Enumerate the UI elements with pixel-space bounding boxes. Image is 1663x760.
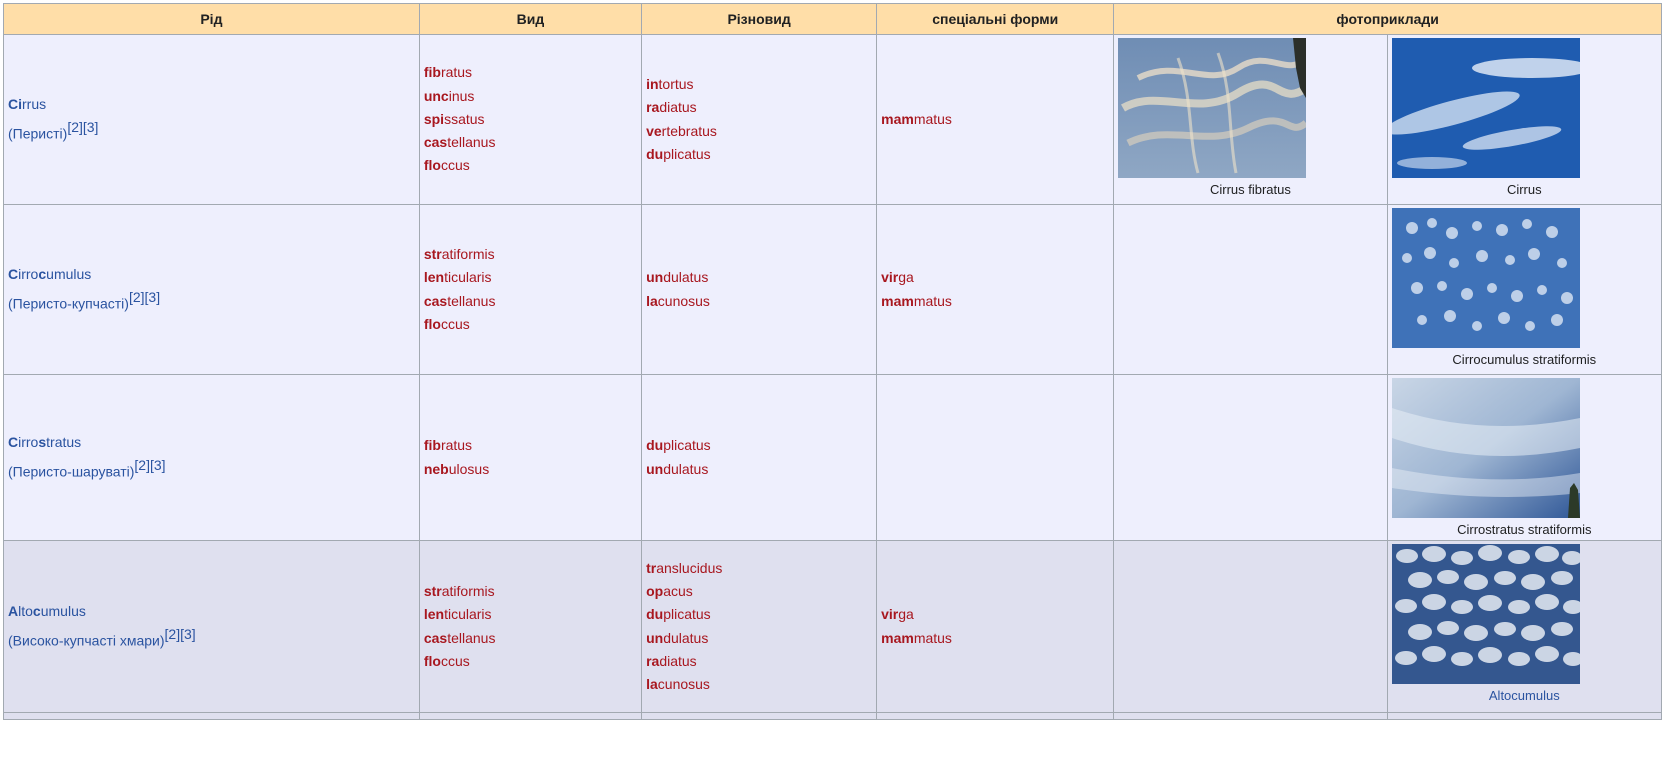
term-rest: ccus: [440, 315, 470, 332]
genus-rest: irro: [18, 434, 39, 451]
empty-cell: [1387, 713, 1661, 720]
term-rest: ssatus: [444, 110, 485, 127]
genus-rest-2: umulus: [46, 266, 92, 283]
photo-caption: Cirrostratus stratiformis: [1457, 522, 1592, 537]
term-rest: ticularis: [444, 606, 492, 623]
reference-superscript[interactable]: [2][3]: [128, 289, 161, 306]
term-bold: la: [646, 676, 658, 693]
term-bold: len: [423, 269, 445, 286]
species-term[interactable]: [424, 580, 637, 603]
term-bold: vir: [881, 269, 899, 286]
photo-cell-1: [1114, 375, 1387, 541]
special-forms-cell: [877, 35, 1114, 205]
term-bold: fib: [423, 437, 441, 454]
variety-term[interactable]: [646, 580, 872, 603]
empty-cell: [4, 713, 420, 720]
altocumulus-photo[interactable]: [1392, 544, 1580, 684]
term-rest: matus: [913, 292, 952, 309]
header-row: [4, 4, 1662, 35]
genus-rest: lto: [18, 603, 33, 620]
table-row-cirrostratus: [4, 375, 1662, 541]
variety-term[interactable]: [646, 603, 872, 626]
species-term[interactable]: [424, 243, 637, 266]
term-rest: plicatus: [663, 437, 711, 454]
variety-term[interactable]: [646, 627, 872, 650]
term-bold: du: [646, 606, 664, 623]
term-bold: neb: [423, 460, 449, 477]
term-rest: atiformis: [441, 245, 495, 262]
variety-term[interactable]: [646, 143, 872, 166]
term-bold: tr: [646, 559, 657, 576]
term-bold: cas: [423, 629, 448, 646]
term-rest: diatus: [659, 652, 697, 669]
table-row-cirrocumulus: [4, 205, 1662, 375]
genus-ua-link[interactable]: [8, 633, 165, 649]
term-rest: ga: [898, 269, 914, 286]
term-rest: inus: [448, 87, 475, 104]
photo-caption: Cirrocumulus stratiformis: [1452, 352, 1597, 367]
variety-term[interactable]: [646, 458, 872, 481]
photo-cell-2: [1387, 375, 1661, 541]
term-rest: acus: [663, 582, 693, 599]
header-genus: Рід: [4, 4, 420, 35]
term-bold: flo: [423, 652, 441, 669]
empty-cell: [877, 713, 1114, 720]
special-forms-cell: [877, 541, 1114, 713]
species-term[interactable]: [424, 313, 637, 336]
genus-bold: C: [8, 266, 19, 283]
photo-caption-link[interactable]: Altocumulus: [1488, 688, 1560, 703]
term-rest: ga: [898, 606, 914, 623]
term-bold: in: [646, 75, 659, 92]
term-rest: plicatus: [663, 606, 711, 623]
table-row-altocumulus: [4, 541, 1662, 713]
genus-link[interactable]: [8, 603, 86, 619]
term-bold: un: [646, 269, 664, 286]
genus-rest-2: umulus: [40, 603, 86, 620]
cloud-classification-table: [3, 3, 1662, 720]
special-form-term[interactable]: [881, 603, 1109, 626]
term-rest: diatus: [659, 99, 697, 116]
term-rest: ccus: [440, 157, 470, 174]
reference-superscript[interactable]: [2][3]: [164, 626, 196, 643]
header-photo-examples: фотоприклади: [1114, 4, 1662, 35]
table-row-cirrus: [4, 35, 1662, 205]
term-rest: anslucidus: [656, 559, 723, 576]
term-bold: ra: [646, 652, 660, 669]
cirrocumulus-photo[interactable]: [1392, 208, 1580, 348]
variety-term[interactable]: [646, 673, 872, 696]
term-rest: ulosus: [448, 460, 490, 477]
term-bold: str: [423, 245, 442, 262]
genus-cell: [4, 205, 420, 375]
species-cell: [419, 205, 641, 375]
genus-bold: A: [8, 603, 19, 620]
genus-bold: Ci: [8, 96, 22, 113]
term-rest: ratus: [440, 64, 473, 81]
genus-link[interactable]: [8, 434, 81, 450]
photo-cell-2: [1387, 35, 1661, 205]
term-rest: tellanus: [447, 629, 496, 646]
term-bold: un: [646, 629, 664, 646]
term-rest: dulatus: [663, 269, 709, 286]
term-rest: tellanus: [447, 134, 496, 151]
photo-cell-2: [1387, 541, 1661, 713]
genus-bold-2: s: [38, 434, 47, 451]
term-bold: mam: [881, 110, 914, 127]
term-bold: ve: [646, 122, 662, 139]
genus-ua: (Перисті): [8, 125, 68, 142]
species-term[interactable]: [424, 434, 637, 457]
term-bold: flo: [423, 157, 441, 174]
special-form-term[interactable]: [881, 266, 1109, 289]
photo-cell-1: [1114, 35, 1387, 205]
term-bold: len: [423, 606, 445, 623]
genus-rest: irro: [18, 266, 39, 283]
genus-link[interactable]: [8, 266, 91, 282]
species-cell: [419, 375, 641, 541]
photo-cell-1: [1114, 205, 1387, 375]
empty-cell: [642, 713, 877, 720]
special-forms-cell: [877, 375, 1114, 541]
species-term[interactable]: [424, 627, 637, 650]
header-special-forms: спеціальні форми: [877, 4, 1114, 35]
term-rest: ratus: [440, 437, 473, 454]
photo-cell-2: [1387, 205, 1661, 375]
term-bold: ra: [646, 99, 660, 116]
photo-cell-1: [1114, 541, 1387, 713]
term-bold: la: [646, 292, 658, 309]
species-term[interactable]: [424, 650, 637, 673]
species-cell: [419, 35, 641, 205]
species-term[interactable]: [424, 131, 637, 154]
variety-term[interactable]: [646, 290, 872, 313]
term-rest: dulatus: [663, 629, 709, 646]
special-form-term[interactable]: [881, 108, 1109, 131]
variety-term[interactable]: [646, 557, 872, 580]
species-term[interactable]: [424, 603, 637, 626]
term-rest: ccus: [440, 652, 470, 669]
header-variety: Різновид: [642, 4, 877, 35]
term-bold: spi: [423, 110, 445, 127]
photo-caption: Cirrus: [1506, 182, 1542, 197]
species-term[interactable]: [424, 290, 637, 313]
genus-bold-2: c: [32, 603, 41, 620]
table-row-partial: [4, 713, 1662, 720]
variety-cell: [642, 375, 877, 541]
reference-superscript[interactable]: [2][3]: [134, 457, 166, 474]
genus-link[interactable]: [8, 96, 46, 112]
photo-caption: Cirrus fibratus: [1209, 182, 1291, 197]
cirrostratus-photo[interactable]: [1392, 378, 1580, 518]
species-cell: [419, 541, 641, 713]
term-rest: cunosus: [657, 292, 710, 309]
genus-bold-2: c: [38, 266, 47, 283]
genus-bold: C: [8, 434, 19, 451]
species-term[interactable]: [424, 154, 637, 177]
term-rest: tortus: [658, 75, 694, 92]
term-bold: mam: [881, 629, 914, 646]
genus-ua: (Високо-купчасті хмари): [8, 632, 165, 649]
term-rest: ticularis: [444, 269, 492, 286]
term-bold: str: [423, 582, 442, 599]
term-rest: cunosus: [657, 676, 710, 693]
term-bold: unc: [423, 87, 449, 104]
term-bold: du: [646, 437, 664, 454]
term-rest: plicatus: [663, 145, 711, 162]
term-bold: un: [646, 460, 664, 477]
variety-term[interactable]: [646, 73, 872, 96]
variety-cell: [642, 205, 877, 375]
variety-term[interactable]: [646, 96, 872, 119]
genus-cell: [4, 541, 420, 713]
variety-cell: [642, 35, 877, 205]
term-bold: du: [646, 145, 664, 162]
genus-ua: (Перисто-купчасті): [8, 295, 129, 312]
genus-rest: rrus: [22, 96, 47, 113]
term-bold: cas: [423, 292, 448, 309]
special-forms-cell: [877, 205, 1114, 375]
species-term[interactable]: [424, 458, 637, 481]
term-rest: matus: [913, 110, 952, 127]
genus-cell: [4, 375, 420, 541]
variety-term[interactable]: [646, 650, 872, 673]
empty-cell: [1114, 713, 1387, 720]
genus-ua-link[interactable]: [8, 126, 67, 142]
term-bold: fib: [423, 64, 441, 81]
cirrus-photo[interactable]: [1392, 38, 1580, 178]
variety-term[interactable]: [646, 266, 872, 289]
species-term[interactable]: [424, 61, 637, 84]
reference-superscript[interactable]: [2][3]: [67, 119, 99, 136]
genus-ua-link[interactable]: [8, 464, 134, 480]
term-bold: cas: [423, 134, 448, 151]
genus-rest-2: tratus: [46, 434, 82, 451]
species-term[interactable]: [424, 85, 637, 108]
term-bold: flo: [423, 315, 441, 332]
species-term[interactable]: [424, 108, 637, 131]
term-rest: rtebratus: [661, 122, 717, 139]
header-species: Вид: [419, 4, 641, 35]
variety-term[interactable]: [646, 434, 872, 457]
term-rest: matus: [913, 629, 952, 646]
species-term[interactable]: [424, 266, 637, 289]
term-rest: dulatus: [663, 460, 709, 477]
special-form-term[interactable]: [881, 627, 1109, 650]
genus-ua: (Перисто-шаруваті): [8, 463, 135, 480]
term-rest: atiformis: [441, 582, 495, 599]
variety-cell: [642, 541, 877, 713]
special-form-term[interactable]: [881, 290, 1109, 313]
variety-term[interactable]: [646, 120, 872, 143]
term-bold: op: [646, 582, 664, 599]
genus-cell: [4, 35, 420, 205]
empty-cell: [419, 713, 641, 720]
genus-ua-link[interactable]: [8, 296, 129, 312]
term-bold: vir: [881, 606, 899, 623]
term-rest: tellanus: [447, 292, 496, 309]
cirrus-fibratus-photo[interactable]: [1118, 38, 1306, 178]
term-bold: mam: [881, 292, 914, 309]
